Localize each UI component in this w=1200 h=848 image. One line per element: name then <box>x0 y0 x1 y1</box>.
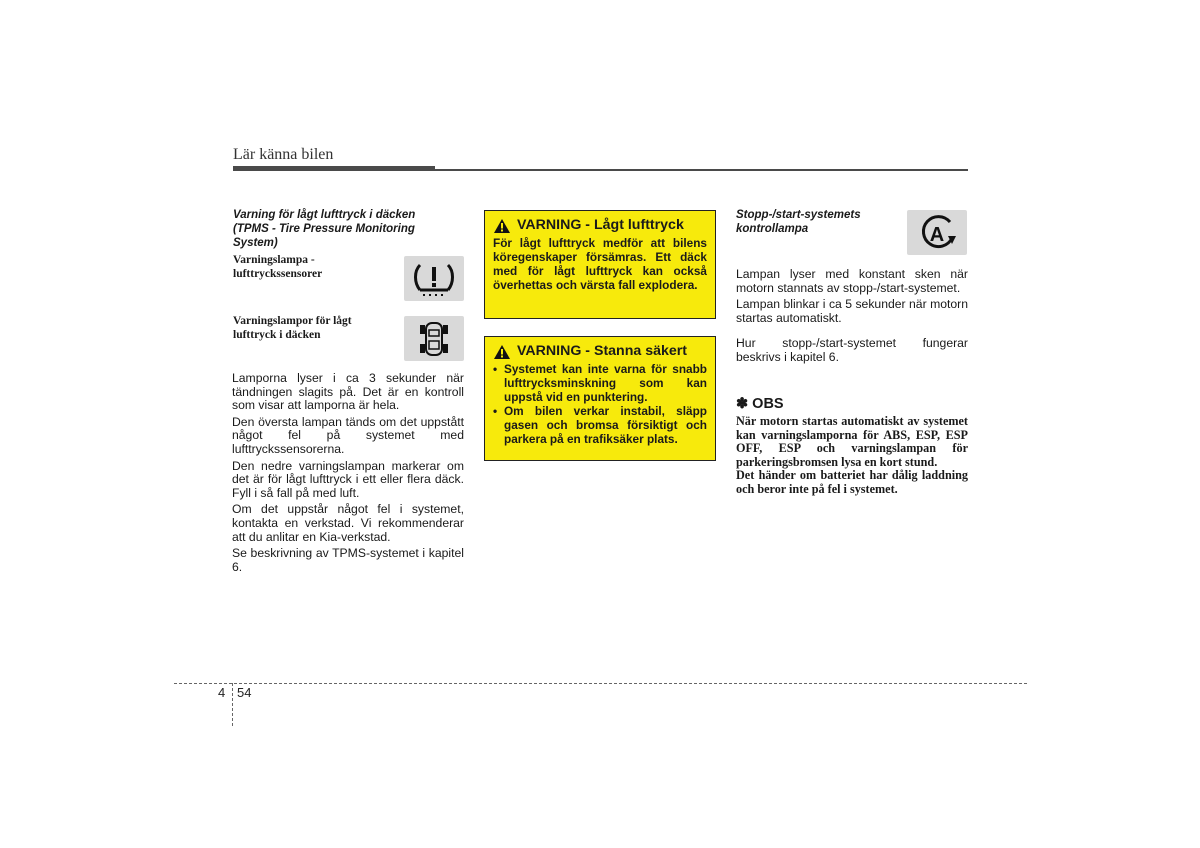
warning-triangle-icon <box>493 344 511 360</box>
svg-text:A: A <box>929 223 945 246</box>
tire-pressure-car-icon <box>404 316 464 361</box>
paragraph: När motorn startas automatiskt av systemet kan varningslamporna för ABS, ESP, ESP OFF, ESP och varningslampan för parkeringsbromsen lysa en kort stund. <box>736 414 968 469</box>
paragraph: Det händer om batteriet har dålig laddning och beror inte på fel i systemet. <box>736 468 968 496</box>
stop-start-body-text <box>736 268 968 368</box>
tpms-sensor-lamp-label: Varningslampa - lufttryckssensorer <box>233 254 323 280</box>
paragraph: Lampan blinkar i ca 5 sekunder när motorn startas automatiskt. <box>736 297 968 325</box>
list-item: • Om bilen verkar instabil, släpp gasen och bromsa försiktigt och parkera på en trafiksäker plats. <box>493 404 707 446</box>
footer-dashed-rule <box>174 683 1027 684</box>
page-header-title: Lär känna bilen <box>233 146 334 163</box>
warning-heading <box>493 343 707 360</box>
paragraph: Se beskrivning av TPMS-systemet i kapitel 6. <box>232 546 464 574</box>
warning-low-pressure-box <box>484 210 716 319</box>
paragraph: Lampan lyser med konstant sken när motorn stannats av stopp-/start-systemet. <box>736 267 968 295</box>
chapter-number: 4 <box>218 685 226 700</box>
footer-dashed-divider <box>232 683 233 726</box>
warning-body: För lågt lufttryck medför att bilens köregenskaper försämras. Ett däck med för lågt lufttryck kan också överhettas och värsta fall explodera. <box>493 236 707 292</box>
paragraph: Den nedre varningslampan markerar om det är för lågt lufttryck i ett eller flera däck. Fyll i så fall på med luft. <box>232 458 464 500</box>
warning-heading <box>493 217 707 234</box>
obs-body <box>736 415 968 497</box>
page-number: 54 <box>237 685 252 700</box>
paragraph: Den översta lampan tänds om det uppstått något fel på systemet med lufttryckssensorerna. <box>232 414 464 456</box>
paragraph: Hur stopp-/start-systemet fungerar beskrivs i kapitel 6. <box>736 336 968 364</box>
paragraph: Lamporna lyser i ca 3 sekunder när tändningen slagits på. Det är en kontroll som visar att lamporna är hela. <box>232 371 464 413</box>
tire-pressure-lamp-label: Varningslampor för lågt lufttryck i däcken <box>233 315 352 341</box>
warning-triangle-icon <box>493 218 511 234</box>
header-bar <box>233 166 435 171</box>
tpms-body-text <box>232 372 464 577</box>
list-item: • Systemet kan inte varna för snabb lufttrycksminskning som kan uppstå vid en punktering. <box>493 362 707 404</box>
warning-list <box>493 362 707 446</box>
stop-start-section-title: Stopp-/start-systemets kontrollampa <box>736 209 861 235</box>
header-rule <box>435 169 968 171</box>
obs-heading: ✽ OBS <box>736 396 784 412</box>
paragraph: Om det uppstår något fel i systemet, kontakta en verkstad. Vi rekommenderar att du anlitar en Kia-verkstad. <box>232 502 464 544</box>
warning-stop-safely-box <box>484 336 716 461</box>
warning-title: VARNING - Lågt lufttryck <box>517 217 684 233</box>
auto-stop-start-icon <box>907 210 967 255</box>
tpms-malfunction-icon <box>404 256 464 301</box>
tpms-section-title: Varning för lågt lufttryck i däcken (TPMS - Tire Pressure Monitoring System) <box>233 209 416 249</box>
warning-title: VARNING - Stanna säkert <box>517 343 688 359</box>
